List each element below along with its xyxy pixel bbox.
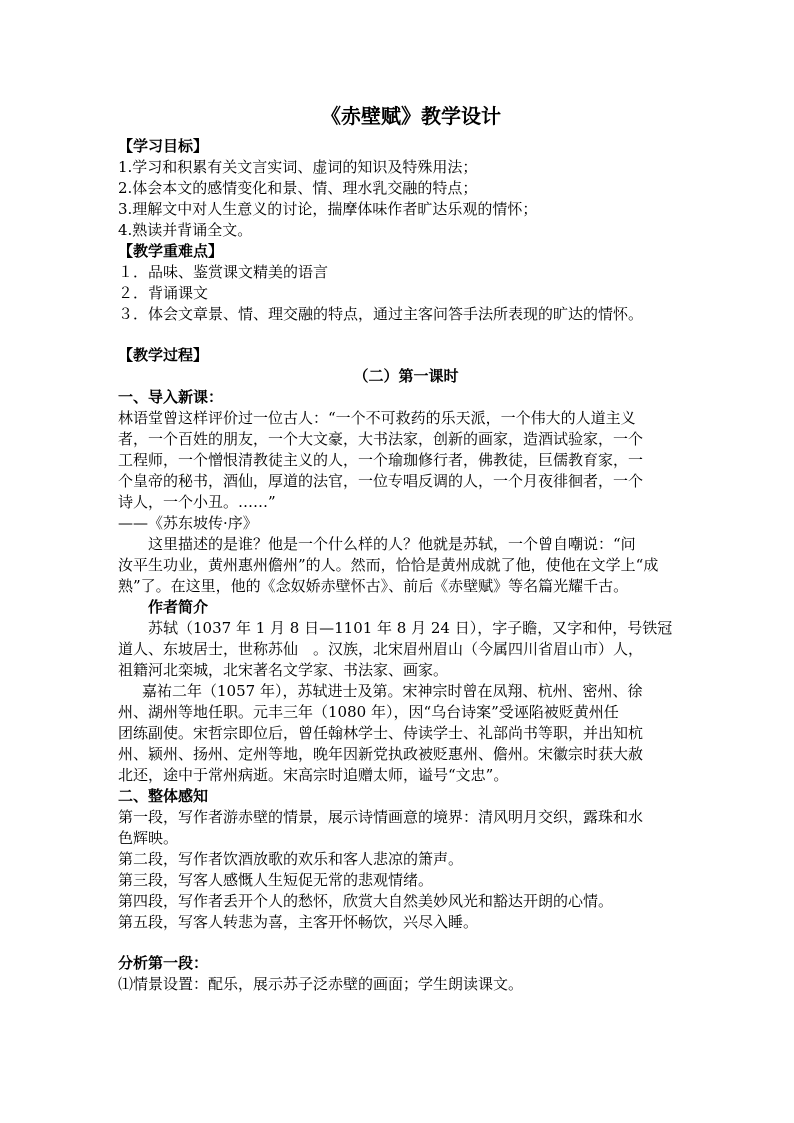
overall-line: 第五段，写客人转悲为喜，主客开怀畅饮，兴尽入睡。: [118, 913, 479, 931]
question-line: 熟”了。在这里，他的《念奴娇赤壁怀古》、前后《赤壁赋》等名篇光耀千古。: [118, 577, 629, 595]
bio-line: 北还，途中于常州病逝。宋高宗时追赠太师，谥号“文忠”。: [118, 766, 509, 784]
intro-line: 林语堂曾这样评价过一位古人：“一个不可救药的乐天派，一个伟大的人道主义: [118, 409, 636, 427]
intro-line: 工程师，一个憎恨清教徒主义的人，一个瑜珈修行者，佛教徒，巨儒教育家，一: [118, 451, 644, 469]
spacer: [118, 933, 694, 953]
bio-line: 团练副使。宋哲宗即位后，曾任翰林学士、侍读学士、礼部尚书等职，并出知杭: [118, 724, 644, 742]
bio-line: 祖籍河北栾城，北宋著名文学家、书法家、画家。: [118, 661, 449, 679]
document-title: 《赤壁赋》教学设计: [321, 104, 501, 128]
spacer: [118, 325, 694, 345]
overall-line: 第一段，写作者游赤壁的情景，展示诗情画意的境界：清风明月交织，露珠和水: [118, 808, 644, 826]
objective-item: 4.熟读并背诵全文。: [118, 221, 253, 239]
quote-source: ——《苏东坡传·序》: [118, 514, 258, 532]
overall-line: 第二段，写作者饮酒放歌的欢乐和客人悲凉的箫声。: [118, 850, 464, 868]
author-heading: 作者简介: [148, 598, 209, 616]
key-point-item: ２．背诵课文: [118, 284, 209, 302]
question-line: 这里描述的是谁？他是一个什么样的人？他就是苏轼，一个曾自嘲说：“问: [148, 535, 636, 553]
intro-line: 诗人，一个小丑。……”: [118, 493, 276, 511]
intro-line: 者，一个百姓的朋友，一个大文豪，大书法家，创新的画家，造酒试验家，一个: [118, 430, 644, 448]
intro-heading: 一、导入新课：: [118, 388, 224, 406]
question-line: 汝平生功业，黄州惠州儋州”的人。然而，恰恰是黄州成就了他，使他在文学上“成: [118, 556, 659, 574]
bio-line: 嘉祐二年（1057 年），苏轼进士及第。宋神宗时曾在凤翔、杭州、密州、徐: [142, 682, 643, 700]
intro-line: 个皇帝的秘书，酒仙，厚道的法官，一位专唱反调的人，一个月夜徘徊者，一个: [118, 472, 644, 490]
objectives-heading: 【学习目标】: [118, 137, 209, 155]
key-points-heading: 【教学重难点】: [118, 242, 224, 260]
overall-line: 色辉映。: [118, 829, 179, 847]
overall-line: 第四段，写作者丢开个人的愁怀，欣赏大自然美妙风光和豁达开朗的心情。: [118, 892, 614, 910]
bio-line: 州、颍州、扬州、定州等地，晚年因新党执政被贬惠州、儋州。宋徽宗时获大赦: [118, 745, 644, 763]
process-heading: 【教学过程】: [118, 346, 209, 364]
objective-item: 3.理解文中对人生意义的讨论，揣摩体味作者旷达乐观的情怀；: [118, 200, 538, 218]
overall-line: 第三段，写客人感慨人生短促无常的悲观情绪。: [118, 871, 434, 889]
objective-item: 2.体会本文的感情变化和景、情、理水乳交融的特点；: [118, 179, 478, 197]
objective-item: 1.学习和积累有关文言实词、虚词的知识及特殊用法；: [118, 158, 478, 176]
key-point-item: ３．体会文章景、情、理交融的特点，通过主客问答手法所表现的旷达的情怀。: [118, 305, 644, 323]
bio-line: 苏轼（1037 年 1 月 8 日—1101 年 8 月 24 日），字子瞻，又字和仲，号铁冠: [148, 619, 673, 637]
analysis-line: ⑴情景设置：配乐，展示苏子泛赤壁的画面；学生朗读课文。: [118, 975, 524, 993]
bio-line: 道人、东坡居士，世称苏仙 。汉族，北宋眉州眉山（今属四川省眉山市）人，: [118, 640, 644, 658]
bio-line: 州、湖州等地任职。元丰三年（1080 年），因“乌台诗案”受诬陷被贬黄州任: [118, 703, 619, 721]
overall-heading: 二、整体感知: [118, 787, 209, 805]
key-point-item: １．品味、鉴赏课文精美的语言: [118, 263, 329, 281]
analysis-heading: 分析第一段：: [118, 954, 209, 972]
lesson-subtitle: （二）第一课时: [353, 367, 459, 385]
